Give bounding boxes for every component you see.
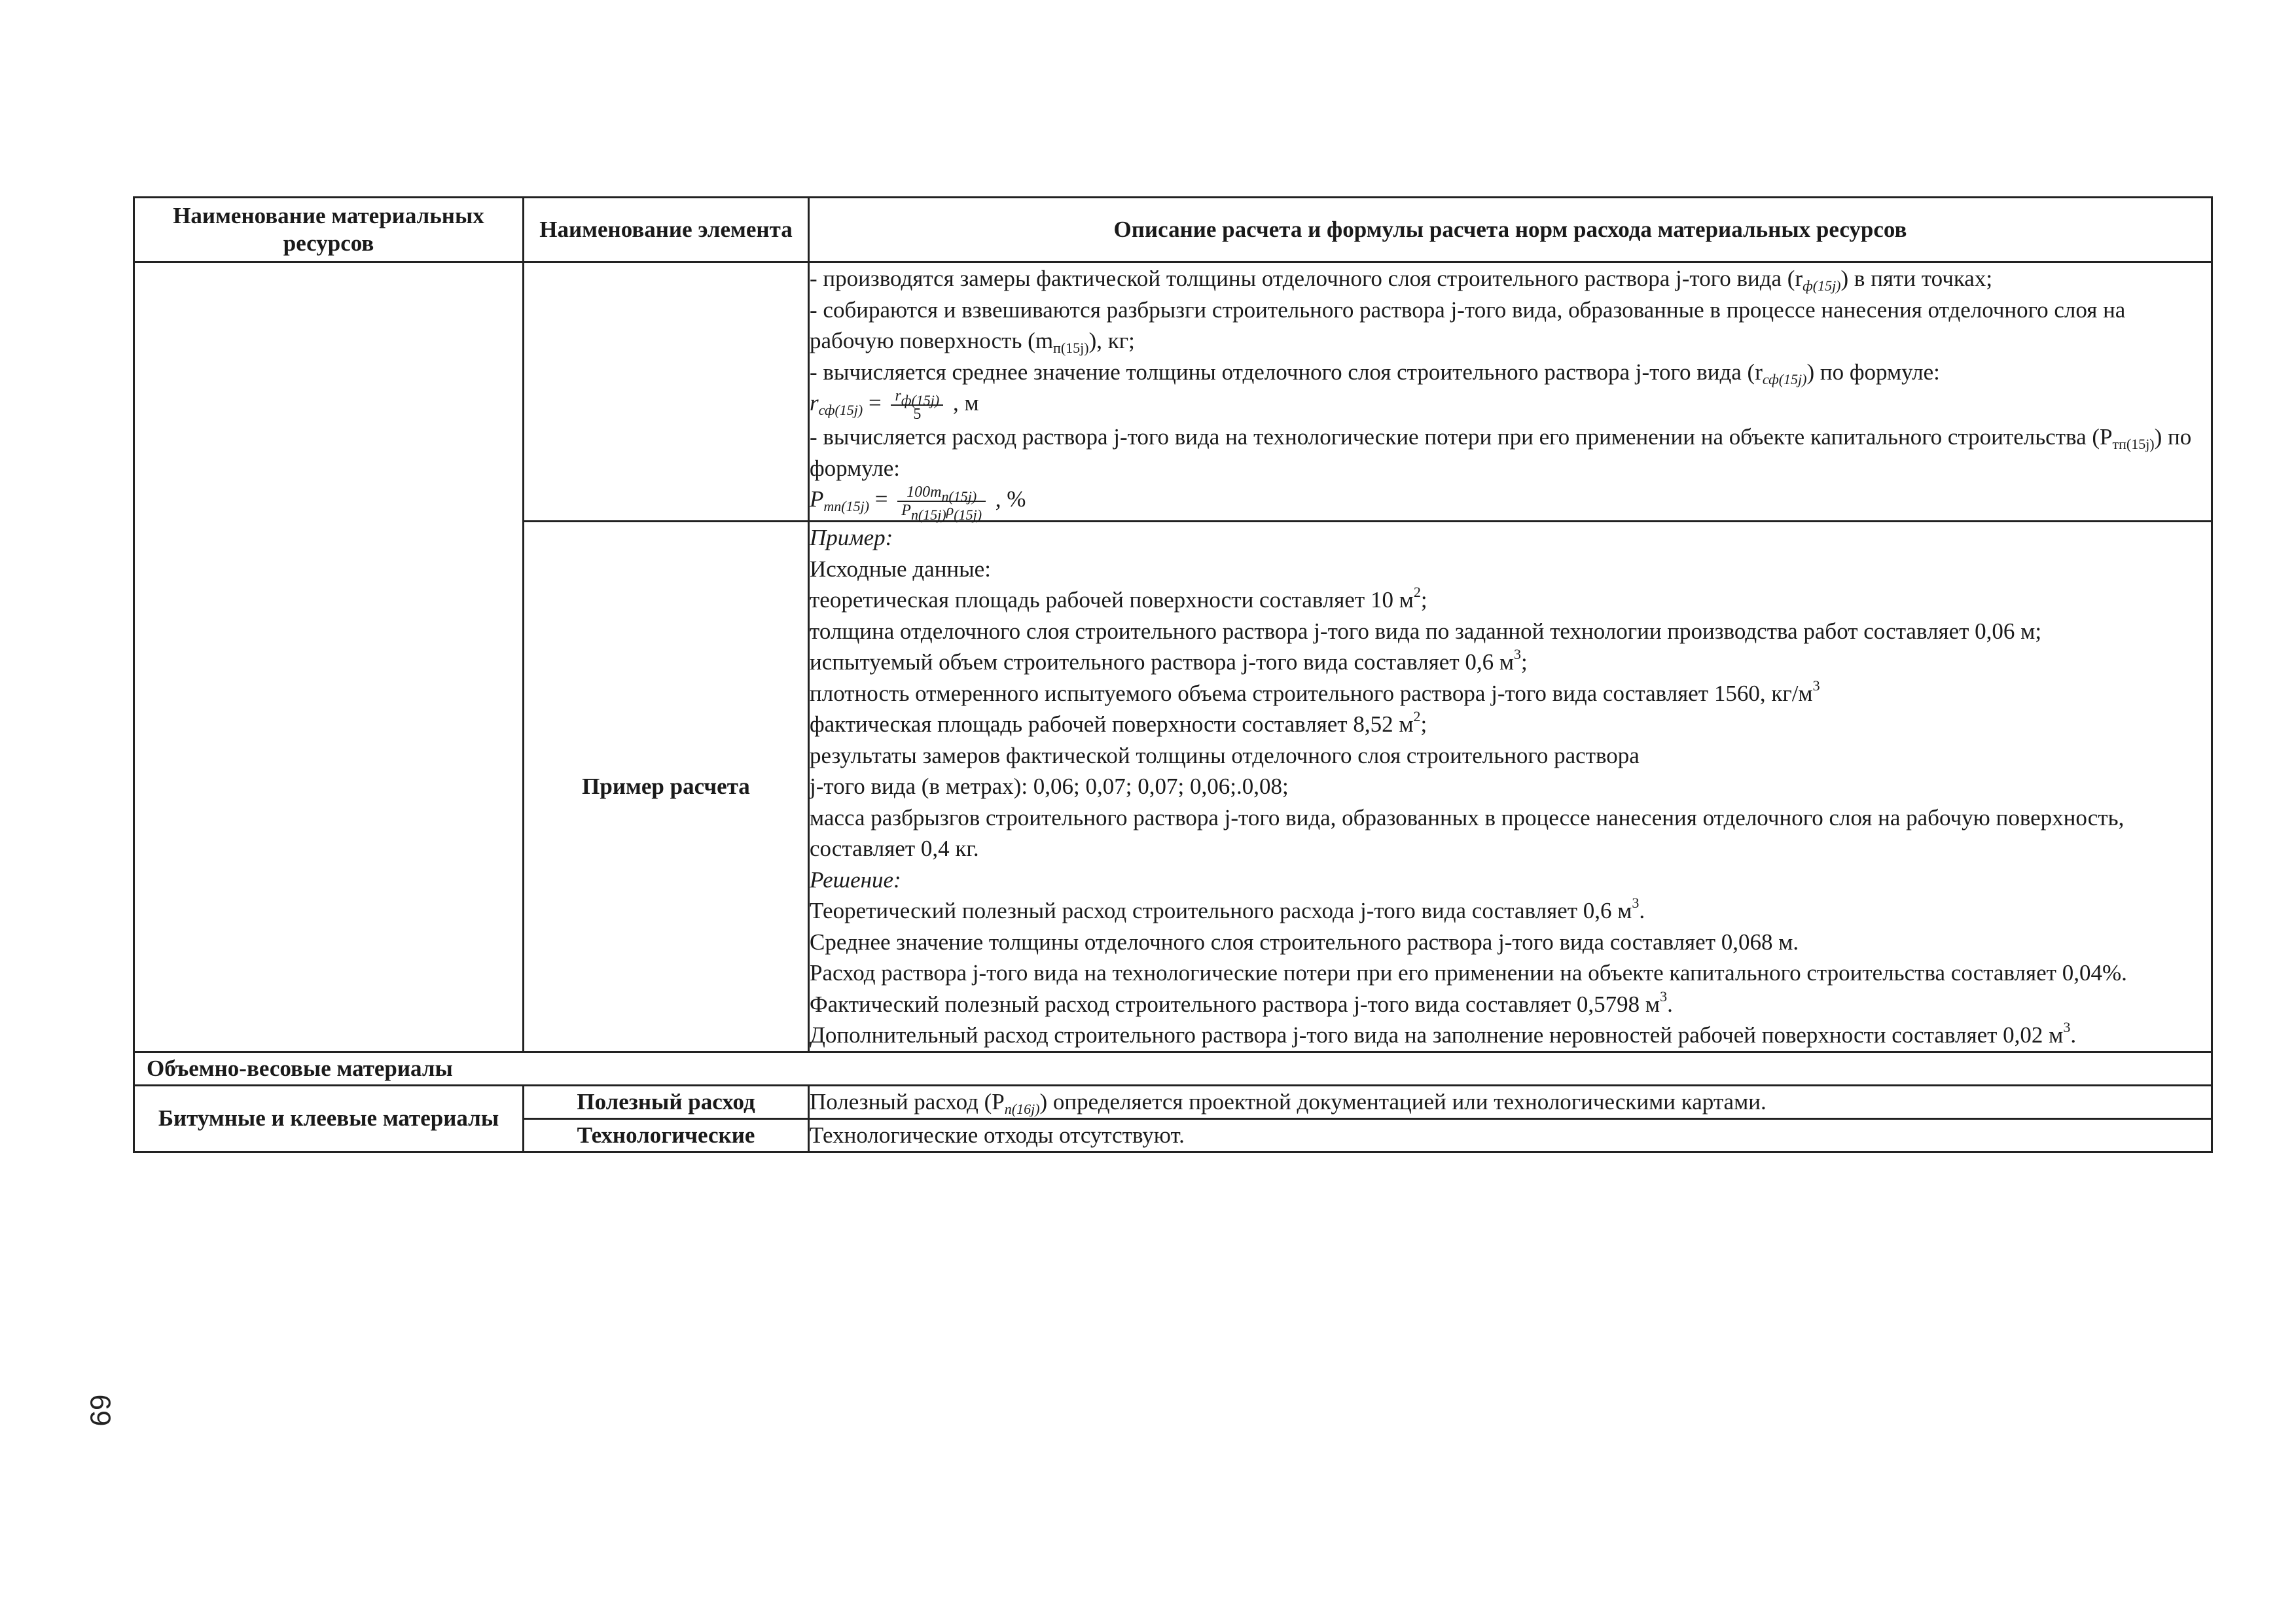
text-line: - вычисляется расход раствора j-того вида на технологические потери при его применении на объекте капитального строительства $(P_{тп(15j)})$ по формуле: <box>810 424 2192 481</box>
formula-tech-losses: $P_{тп(15j)}$ = $\frac{100m_{п(15j)}}{P_{п(15j)}\rho_{(15j)}}$ , % <box>810 484 1026 523</box>
description-cell <box>809 262 2212 522</box>
text-line: - собираются и взвешиваются разбрызги строительного раствора j-того вида, образованные в процессе нанесения отделочного слоя на рабочую поверхность $(m_{п(15j)})$, кг; <box>810 296 2126 356</box>
header-description: Описание расчета и формулы расчета норм расхода материальных ресурсов <box>809 198 2212 262</box>
text-line: - производятся замеры фактической толщины отделочного слоя строительного раствора j-того вида $(r_{ф(15j)})$ в пяти точках; <box>810 266 1993 294</box>
element-useful-consumption: Полезный расход <box>524 1085 809 1118</box>
table-header-row <box>134 198 2212 262</box>
text-line: фактическая площадь рабочей поверхности составляет 8,52 $м^2$; <box>810 708 1427 737</box>
text-line: Теоретический полезный расход строительного расхода j-того вида составляет 0,6 $м^3$. <box>810 895 1645 923</box>
text-line: результаты замеров фактической толщины отделочного слоя строительного раствора <box>810 742 1640 768</box>
group-row <box>134 1052 2212 1085</box>
material-cell-empty <box>134 262 524 1052</box>
table-row <box>134 262 2212 522</box>
element-example: Пример расчета <box>524 522 809 1052</box>
group-title: Объемно-весовые материалы <box>134 1052 2212 1085</box>
fraction: $\frac{100m_{п(15j)}}{P_{п(15j)}\rho_{(15j)}}$ <box>897 484 986 519</box>
description-cell: Технологические отходы отсутствуют. <box>809 1118 2212 1152</box>
text-line: Среднее значение толщины отделочного слоя строительного раствора j-того вида составляет 0,068 м. <box>810 929 1799 955</box>
norms-table <box>133 196 2213 1153</box>
text-line: Исходные данные: <box>810 556 991 582</box>
text-line: толщина отделочного слоя строительного раствора j-того вида по заданной технологии производства работ составляет 0,06 м; <box>810 618 2042 644</box>
text-line: Фактический полезный расход строительного раствора j-того вида составляет 0,5798 $м^3$. <box>810 988 1673 1017</box>
solution-label: Решение: <box>810 866 901 893</box>
text-line: теоретическая площадь рабочей поверхности составляет 10 $м^2$; <box>810 584 1427 613</box>
text-line: Дополнительный расход строительного раствора j-того вида на заполнение неровностей рабочей поверхности составляет 0,02 $м^3$. <box>810 1019 2077 1048</box>
element-cell-empty <box>524 262 809 522</box>
header-materials: Наименование материальных ресурсов <box>134 198 524 262</box>
text-line: Расход раствора j-того вида на технологические потери при его применении на объекте капитального строительства составляет 0,04%. <box>810 960 2127 986</box>
text-line: масса разбрызгов строительного раствора j-того вида, образованных в процессе нанесения отделочного слоя на рабочую поверхность, составляет 0,4 кг. <box>810 804 2125 861</box>
text-line: плотность отмеренного испытуемого объема строительного раствора j-того вида составляет 1560, $кг/м^3$ <box>810 677 1820 706</box>
example-cell <box>809 522 2212 1052</box>
example-label: Пример: <box>810 525 893 550</box>
page-number: 69 <box>84 1394 117 1427</box>
text-line: j-того вида (в метрах): 0,06; 0,07; 0,07; 0,06;.0,08; <box>810 774 1289 799</box>
fraction: $\frac{r_{ф(15j)}}{5}$ <box>891 387 943 423</box>
description-cell: Полезный расход $(P_{п(16j)})$ определяется проектной документацией или технологическими картами. <box>809 1085 2212 1118</box>
element-technological: Технологические <box>524 1118 809 1152</box>
text-line: испытуемый объем строительного раствора j-того вида составляет 0,6 $м^3$; <box>810 646 1528 675</box>
header-element: Наименование элемента <box>524 198 809 262</box>
text-line: - вычисляется среднее значение толщины отделочного слоя строительного раствора j-того вида $(r_{сф(15j)})$ по формуле: <box>810 359 1940 387</box>
formula-average-thickness: $r_{сф(15j)}$ = $\frac{r_{ф(15j)}}{5}$ , м <box>810 387 979 423</box>
material-bitumen: Битумные и клеевые материалы <box>134 1085 524 1152</box>
table-row <box>134 1085 2212 1118</box>
